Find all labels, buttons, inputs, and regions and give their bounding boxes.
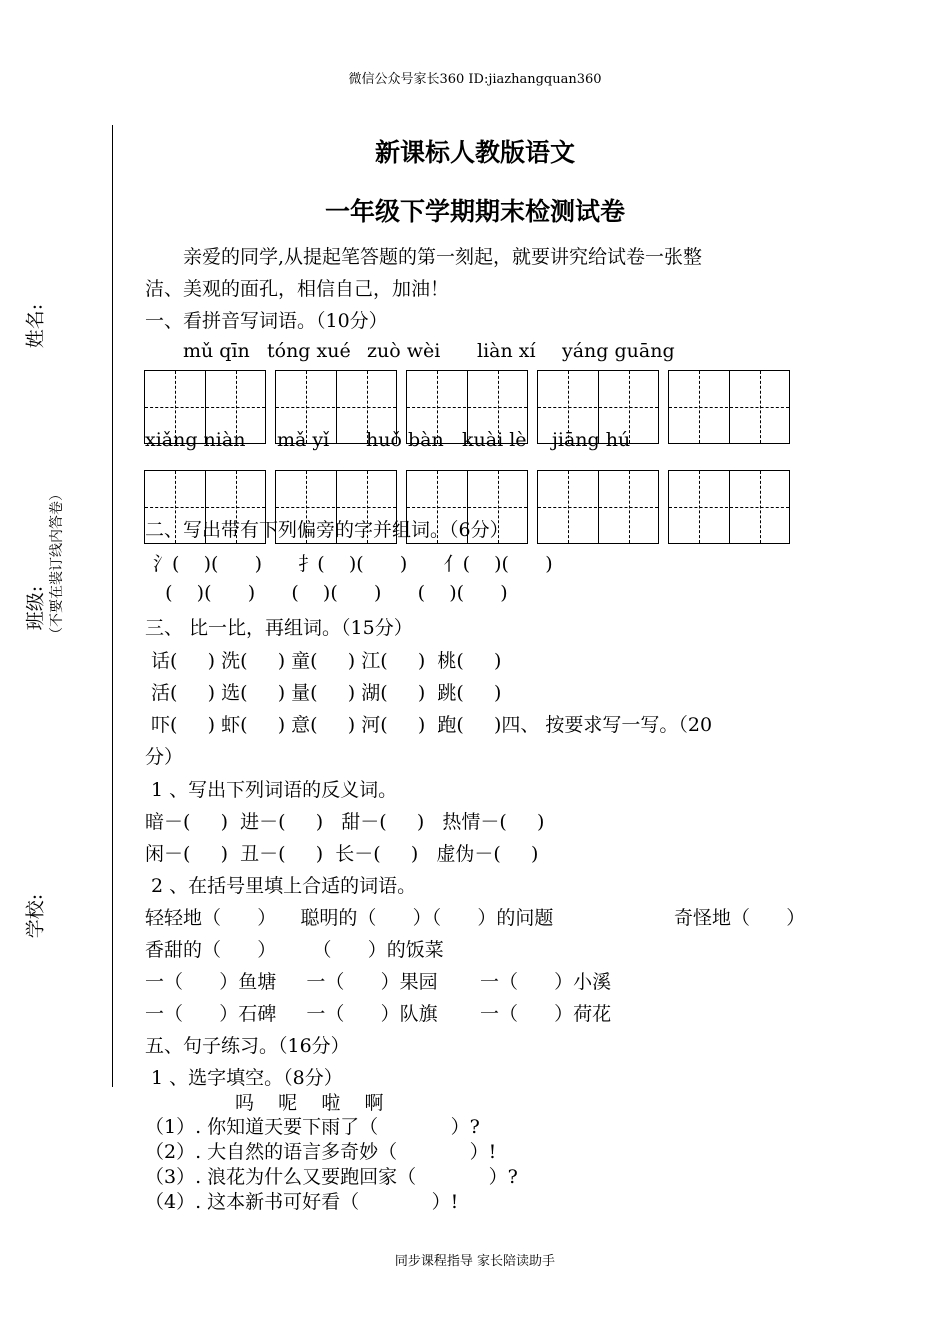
section-2-line-2: ( )( ) ( )( ) ( )( ): [153, 582, 508, 604]
section-1-heading: 一、看拼音写词语。（10分）: [145, 310, 388, 332]
pinyin: jiāng hú: [552, 429, 631, 451]
exam-subtitle: 一年级下学期期末检测试卷: [324, 197, 625, 226]
question-4-2-line-1a: 轻轻地（ ） 聪明的（ ）（ ）的问题: [145, 907, 554, 929]
pinyin: xiǎng niàn: [145, 429, 246, 451]
question-4-1: 1 、写出下列词语的反义词。: [145, 779, 398, 801]
question-4-2: 2 、在括号里填上合适的词语。: [145, 875, 417, 897]
school-label: 学校:: [24, 893, 47, 939]
sentence-4: （4）. 这本新书可好看（ ）!: [145, 1191, 459, 1213]
section-5-heading: 五、句子练习。（16分）: [145, 1035, 350, 1057]
section-3-heading: 三、 比一比，再组词。（15分）: [145, 617, 413, 639]
writing-box[interactable]: [668, 470, 790, 544]
page-header: 微信公众号家长360 ID:jiazhangquan360: [348, 72, 602, 87]
section-4-heading-cont: 分）: [145, 746, 184, 768]
section-2-line-1: 氵( )( ) 扌( )( ) 亻( )( ): [153, 553, 553, 575]
writing-box[interactable]: [537, 470, 659, 544]
pinyin: huǒ bàn: [366, 429, 444, 451]
question-4-2-line-3: 一（ ）鱼塘 一（ ）果园 一（ ）小溪: [145, 971, 612, 993]
pinyin: liàn xí: [477, 340, 536, 362]
question-4-2-line-4: 一（ ）石碑 一（ ）队旗 一（ ）荷花: [145, 1003, 612, 1025]
intro-line-1: 亲爱的同学,从提起笔答题的第一刻起，就要讲究给试卷一张整: [183, 246, 703, 268]
pinyin: mǎ yǐ: [277, 429, 330, 451]
section-3-line-1: 话( ) 洗( ) 童( ) 江( ) 桃( ): [145, 650, 502, 672]
writing-box[interactable]: [668, 370, 790, 444]
section-2-heading: 二、写出带有下列偏旁的字并组词。（6分）: [145, 519, 509, 541]
sentence-2: （2）. 大自然的语言多奇妙（ ）!: [145, 1141, 497, 1163]
class-label: 班级:: [24, 585, 47, 631]
intro-line-2: 洁、美观的面孔，相信自己，加油！: [145, 278, 450, 300]
sentence-3: （3）. 浪花为什么又要跑回家（ ）?: [145, 1166, 518, 1188]
pinyin: yáng guāng: [562, 340, 675, 362]
question-4-2-line-1b: 奇怪地（ ）: [674, 907, 806, 929]
pinyin: tóng xué: [267, 340, 351, 362]
pinyin: kuài lè: [462, 429, 527, 451]
pinyin: mǔ qīn: [183, 340, 250, 362]
question-4-2-line-2: 香甜的（ ） （ ）的饭菜: [145, 939, 444, 961]
page-footer: 同步课程指导 家长陪读助手: [394, 1254, 556, 1269]
binding-note: （不要在装订线内答卷）: [49, 487, 65, 641]
choice-words: 吗 呢 啦 啊: [235, 1092, 384, 1114]
question-4-1-line-1: 暗－( ) 进－( ) 甜－( ) 热情－( ): [145, 811, 545, 833]
question-5-1: 1 、选字填空。（8分）: [145, 1067, 343, 1089]
name-label: 姓名:: [24, 303, 47, 349]
binding-line: [112, 125, 113, 1087]
exam-title: 新课标人教版语文: [374, 138, 575, 167]
section-3-line-2: 活( ) 选( ) 量( ) 湖( ) 跳( ): [145, 682, 502, 704]
sentence-1: （1）. 你知道天要下雨了（ ）?: [145, 1116, 480, 1138]
question-4-1-line-2: 闲－( ) 丑－( ) 长－( ) 虚伪－( ): [145, 843, 539, 865]
section-3-line-3: 吓( ) 虾( ) 意( ) 河( ) 跑( )四、 按要求写一写。（20: [145, 714, 713, 736]
pinyin: zuò wèi: [367, 340, 441, 362]
